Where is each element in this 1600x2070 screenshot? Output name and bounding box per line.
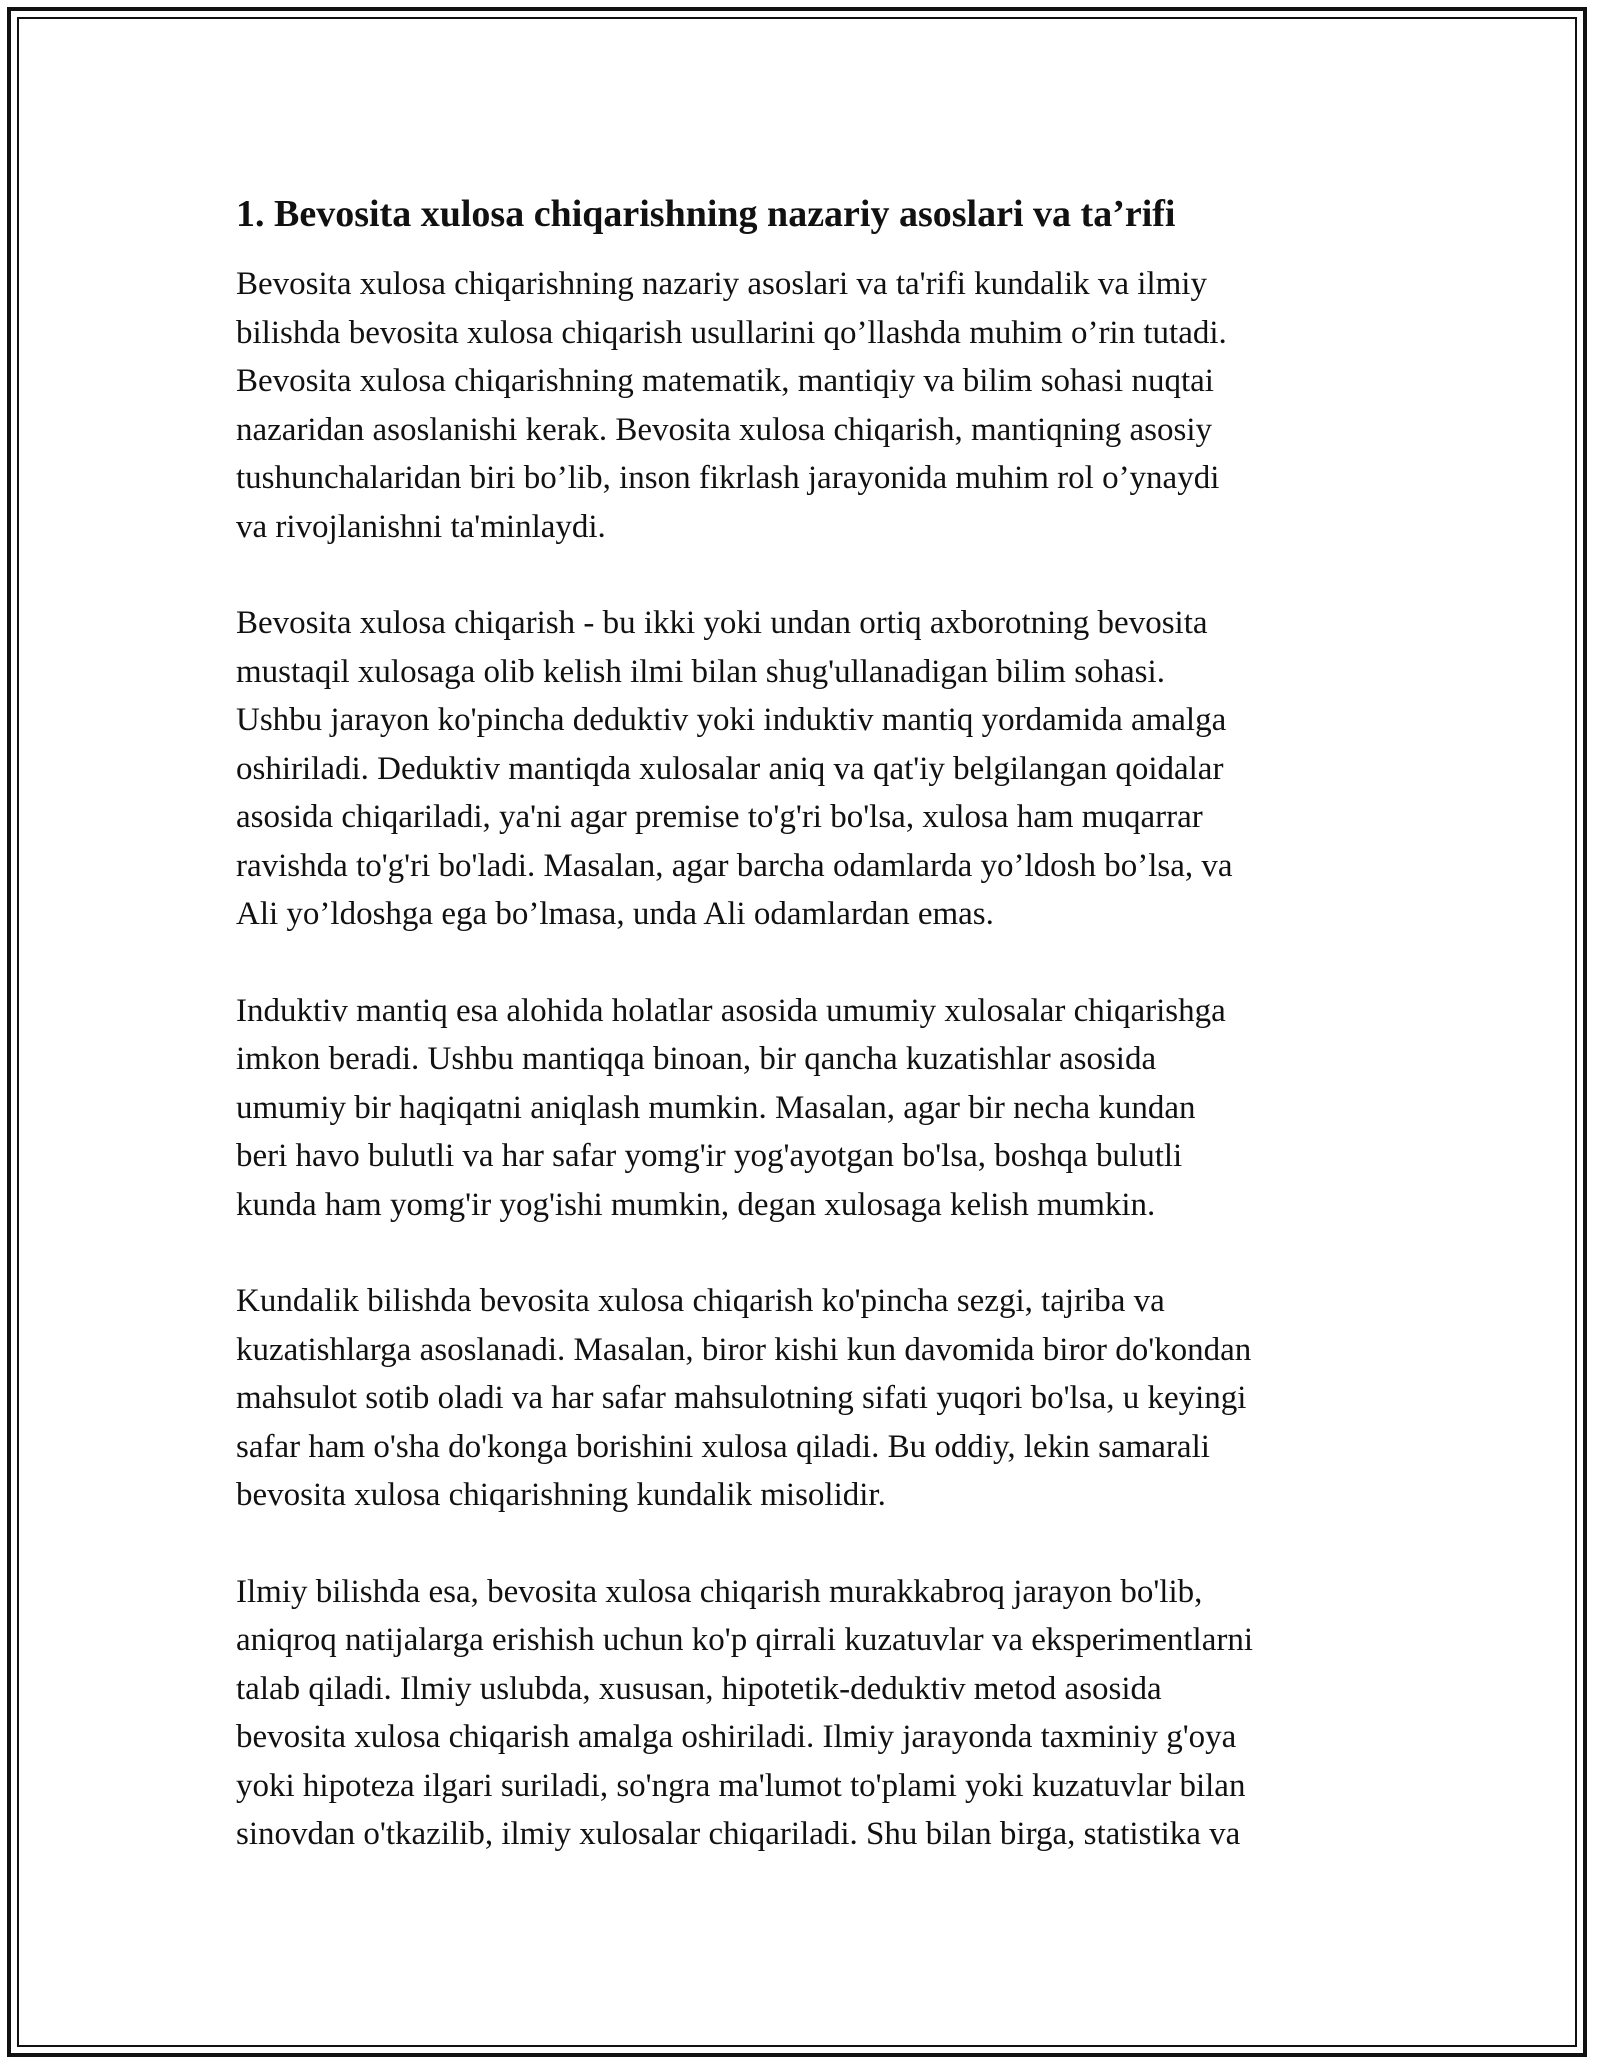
- document-body: [236, 188, 1386, 1907]
- text-line: safar ham o'sha do'konga borishini xulosa qiladi. Bu oddiy, lekin samarali: [236, 1428, 1210, 1465]
- text-line: kuzatishlarga asoslanadi. Masalan, biror kishi kun davomida biror do'kondan: [236, 1331, 1252, 1368]
- text-line: Bevosita xulosa chiqarishning nazariy asoslari va ta'rifi kundalik va ilmiy: [236, 266, 1207, 302]
- paragraph-5: [236, 1568, 1386, 1859]
- text-line: yoki hipoteza ilgari suriladi, so'ngra ma'lumot to'plami yoki kuzatuvlar bilan: [236, 1767, 1246, 1804]
- text-line: mahsulot sotib oladi va har safar mahsulotning sifati yuqori bo'lsa, u keyingi: [236, 1380, 1247, 1416]
- text-line: aniqroq natijalarga erishish uchun ko'p qirrali kuzatuvlar va eksperimentlarni: [236, 1622, 1254, 1658]
- text-line: ravishda to'g'ri bo'ladi. Masalan, agar barcha odamlarda yo’ldosh bo’lsa, va: [236, 847, 1233, 884]
- text-line: Ushbu jarayon ko'pincha deduktiv yoki induktiv mantiq yordamida amalga: [236, 702, 1227, 738]
- text-line: va rivojlanishni ta'minlaydi.: [236, 508, 606, 545]
- text-line: sinovdan o'tkazilib, ilmiy xulosalar chiqariladi. Shu bilan birga, statistika va: [236, 1816, 1241, 1852]
- text-line: oshiriladi. Deduktiv mantiqda xulosalar aniq va qat'iy belgilangan qoidalar: [236, 750, 1224, 787]
- text-line: mustaqil xulosaga olib kelish ilmi bilan shug'ullanadigan bilim sohasi.: [236, 653, 1165, 690]
- paragraph-2: [236, 599, 1386, 939]
- text-line: bevosita xulosa chiqarish amalga oshiriladi. Ilmiy jarayonda taxminiy g'oya: [236, 1719, 1237, 1755]
- text-line: imkon beradi. Ushbu mantiqqa binoan, bir qancha kuzatishlar asosida: [236, 1041, 1157, 1077]
- paragraph-1: [236, 260, 1386, 551]
- text-line: umumiy bir haqiqatni aniqlash mumkin. Masalan, agar bir necha kundan: [236, 1089, 1196, 1126]
- text-line: bevosita xulosa chiqarishning kundalik misolidir.: [236, 1477, 886, 1513]
- paragraph-3: [236, 987, 1386, 1230]
- section-heading: 1. Bevosita xulosa chiqarishning nazariy asoslari va ta’rifi: [236, 193, 1176, 235]
- text-line: Ali yo’ldoshga ega bo’lmasa, unda Ali odamlardan emas.: [236, 896, 994, 932]
- text-line: bilishda bevosita xulosa chiqarish usullarini qo’llashda muhim o’rin tutadi.: [236, 314, 1227, 351]
- text-line: Bevosita xulosa chiqarish - bu ikki yoki undan ortiq axborotning bevosita: [236, 605, 1208, 641]
- text-line: Bevosita xulosa chiqarishning matematik, mantiqiy va bilim sohasi nuqtai: [236, 363, 1214, 399]
- text-line: Induktiv mantiq esa alohida holatlar asosida umumiy xulosalar chiqarishga: [236, 992, 1226, 1029]
- text-line: nazaridan asoslanishi kerak. Bevosita xulosa chiqarish, mantiqning asosiy: [236, 411, 1213, 448]
- text-line: asosida chiqariladi, ya'ni agar premise to'g'ri bo'lsa, xulosa ham muqarrar: [236, 799, 1203, 835]
- text-line: kunda ham yomg'ir yog'ishi mumkin, degan xulosaga kelish mumkin.: [236, 1186, 1156, 1223]
- text-line: tushunchalaridan biri bo’lib, inson fikrlash jarayonida muhim rol o’ynaydi: [236, 460, 1220, 496]
- text-line: beri havo bulutli va har safar yomg'ir yog'ayotgan bo'lsa, boshqa bulutli: [236, 1138, 1183, 1174]
- text-line: Ilmiy bilishda esa, bevosita xulosa chiqarish murakkabroq jarayon bo'lib,: [236, 1573, 1203, 1610]
- text-line: Kundalik bilishda bevosita xulosa chiqarish ko'pincha sezgi, tajriba va: [236, 1283, 1165, 1319]
- paragraph-4: [236, 1277, 1386, 1520]
- text-line: talab qiladi. Ilmiy uslubda, xususan, hipotetik-deduktiv metod asosida: [236, 1670, 1162, 1707]
